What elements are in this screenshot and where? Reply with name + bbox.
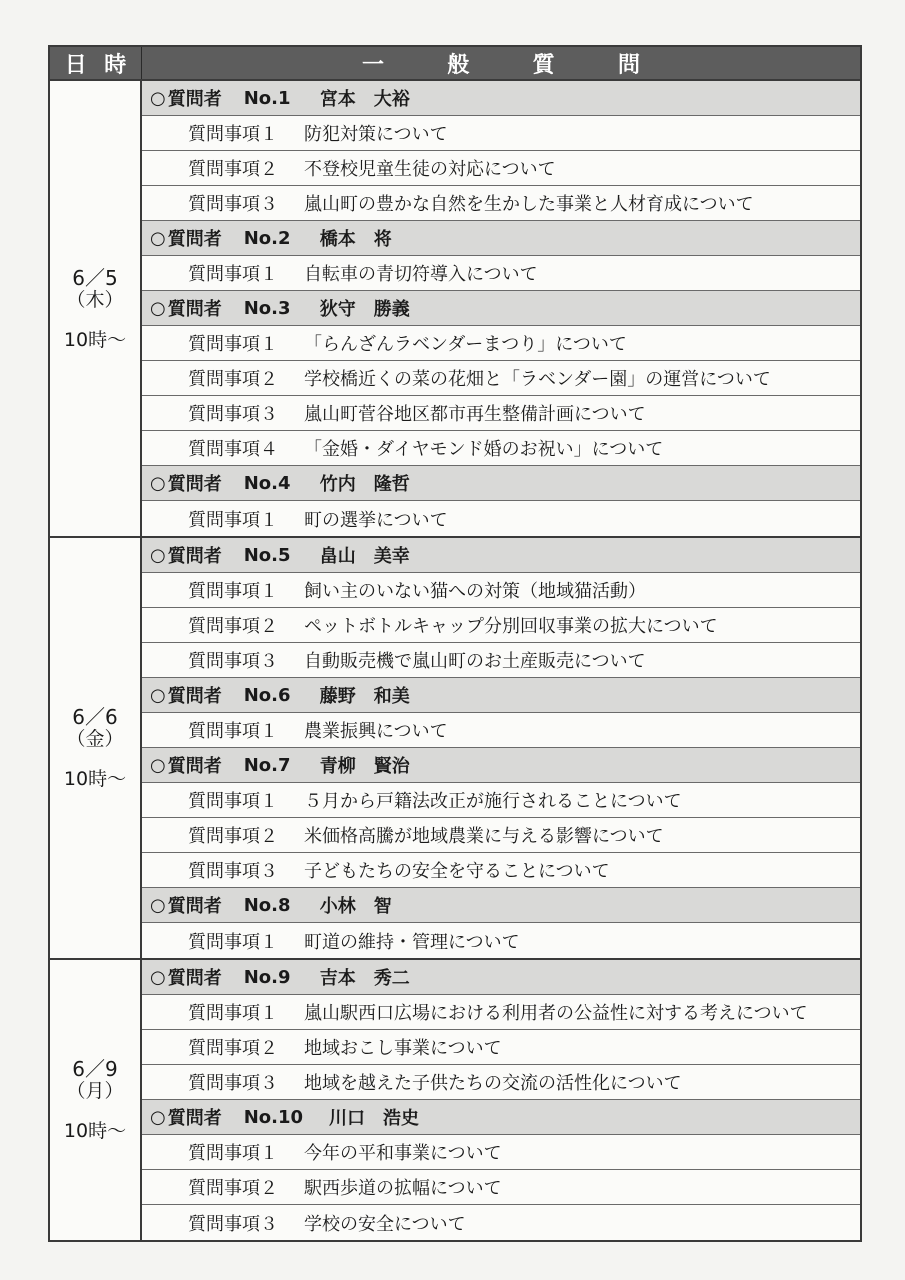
question-item-label: 質問事項２ <box>188 1178 278 1199</box>
question-item-row <box>142 573 860 608</box>
question-item-label: 質問事項２ <box>188 159 278 180</box>
question-item-row <box>142 431 860 466</box>
question-item-row <box>142 396 860 431</box>
question-item-row <box>142 818 860 853</box>
question-item-text: 地域おこし事業について <box>304 1038 502 1059</box>
date-cell <box>50 960 142 1240</box>
question-item-label: 質問事項３ <box>188 194 278 215</box>
question-item-text: 「らんざんラベンダーまつり」について <box>304 334 627 355</box>
date-text: 6／6 <box>72 705 118 729</box>
question-item-label: 質問事項３ <box>188 651 278 672</box>
title-char: 質 <box>532 52 555 78</box>
questioner-number: No.3 <box>243 297 291 319</box>
questioner-name: 吉本 秀二 <box>319 968 410 989</box>
question-item-text: 「金婚・ダイヤモンド婚のお祝い」について <box>304 439 664 460</box>
questioner-row <box>142 81 860 116</box>
questioner-number: No.7 <box>243 754 291 776</box>
question-item-label: 質問事項３ <box>188 861 278 882</box>
date-header-char: 日 <box>64 52 87 78</box>
circle-mark: ○ <box>150 1106 166 1128</box>
question-item-row <box>142 643 860 678</box>
question-item-text: 学校の安全について <box>304 1213 466 1235</box>
question-item-label: 質問事項１ <box>188 264 278 285</box>
general-question-schedule-table <box>48 45 862 1242</box>
question-item-text: 駅西歩道の拡幅について <box>304 1178 502 1199</box>
question-item-text: 学校橋近くの菜の花畑と「ラベンダー園」の運営について <box>304 369 771 390</box>
question-item-text: 農業振興について <box>304 721 448 742</box>
question-item-label: 質問事項２ <box>188 1038 278 1059</box>
question-item-row <box>142 326 860 361</box>
question-item-row <box>142 608 860 643</box>
question-item-label: 質問事項２ <box>188 369 278 390</box>
questioner-name: 小林 智 <box>319 896 392 917</box>
question-item-text: 不登校児童生徒の対応について <box>304 159 556 180</box>
circle-mark: ○ <box>150 544 166 566</box>
question-item-label: 質問事項１ <box>188 1003 278 1024</box>
circle-mark: ○ <box>150 297 166 319</box>
question-item-label: 質問事項２ <box>188 616 278 637</box>
questioner-row <box>142 221 860 256</box>
weekday-text: （金） <box>66 728 124 750</box>
questioner-name: 青柳 賢治 <box>319 756 410 777</box>
question-item-label: 質問事項１ <box>188 124 278 145</box>
date-cell <box>50 81 142 536</box>
date-column-header <box>50 47 142 79</box>
title-char: 般 <box>447 52 470 78</box>
questioner-label: 質問者 <box>167 686 222 707</box>
question-item-text: 防犯対策について <box>304 124 448 145</box>
questioner-number: No.6 <box>243 684 291 706</box>
question-item-text: ５月から戸籍法改正が施行されることについて <box>304 791 682 812</box>
questioner-label: 質問者 <box>167 756 222 777</box>
question-item-label: 質問事項３ <box>188 404 278 425</box>
question-item-text: 嵐山町の豊かな自然を生かした事業と人材育成について <box>304 194 754 215</box>
question-item-text: 飼い主のいない猫への対策（地域猫活動） <box>304 581 646 602</box>
questioner-label: 質問者 <box>167 229 222 250</box>
questioner-row <box>142 960 860 995</box>
question-item-text: 米価格高騰が地域農業に与える影響について <box>304 826 664 847</box>
question-item-text: 子どもたちの安全を守ることについて <box>304 861 610 882</box>
question-list <box>142 538 860 958</box>
question-item-row <box>142 1065 860 1100</box>
question-item-text: ペットボトルキャップ分別回収事業の拡大について <box>304 616 718 637</box>
question-item-row <box>142 151 860 186</box>
question-item-label: 質問事項２ <box>188 826 278 847</box>
questioner-name: 川口 浩史 <box>329 1108 420 1129</box>
questioner-label: 質問者 <box>167 474 222 495</box>
questioner-row <box>142 888 860 923</box>
start-time-text: 10時～ <box>63 328 127 351</box>
questioner-name: 畠山 美幸 <box>319 546 410 567</box>
questioner-number: No.5 <box>243 544 291 566</box>
questioner-name: 狄守 勝義 <box>319 299 410 320</box>
question-item-label: 質問事項１ <box>188 334 278 355</box>
question-item-label: 質問事項１ <box>188 721 278 742</box>
time-header-char: 時 <box>104 52 127 78</box>
question-item-label: 質問事項１ <box>188 581 278 602</box>
circle-mark: ○ <box>150 684 166 706</box>
questioner-number: No.1 <box>243 87 291 109</box>
question-item-text: 地域を越えた子供たちの交流の活性化について <box>304 1073 682 1094</box>
start-time-text: 10時～ <box>63 768 127 790</box>
questioner-number: No.10 <box>243 1106 304 1128</box>
circle-mark: ○ <box>150 894 166 916</box>
table-header <box>50 47 860 81</box>
question-item-row <box>142 361 860 396</box>
circle-mark: ○ <box>150 87 166 109</box>
questioner-name: 橋本 将 <box>319 229 392 250</box>
day-block <box>50 538 860 960</box>
questioner-label: 質問者 <box>167 299 222 320</box>
questioner-number: No.2 <box>243 227 291 249</box>
questioner-label: 質問者 <box>167 1108 222 1129</box>
question-item-row <box>142 1030 860 1065</box>
question-list <box>142 81 860 536</box>
table-body <box>50 81 860 1240</box>
circle-mark: ○ <box>150 472 166 494</box>
question-item-label: 質問事項３ <box>188 1213 278 1235</box>
date-text: 6／5 <box>72 265 118 290</box>
question-item-label: 質問事項１ <box>188 931 278 953</box>
date-text: 6／9 <box>72 1057 118 1081</box>
question-item-label: 質問事項４ <box>188 439 278 460</box>
questioner-label: 質問者 <box>167 896 222 917</box>
questioner-label: 質問者 <box>167 89 222 110</box>
question-item-label: 質問事項３ <box>188 1073 278 1094</box>
question-item-text: 今年の平和事業について <box>304 1143 502 1164</box>
questioner-number: No.9 <box>243 966 291 988</box>
question-item-row <box>142 501 860 536</box>
title-char: 問 <box>617 52 640 78</box>
question-item-text: 町の選挙について <box>304 509 448 531</box>
day-block <box>50 81 860 538</box>
question-item-label: 質問事項１ <box>188 791 278 812</box>
circle-mark: ○ <box>150 966 166 988</box>
questioner-row <box>142 678 860 713</box>
question-item-row <box>142 1205 860 1240</box>
question-item-row <box>142 713 860 748</box>
question-item-row <box>142 853 860 888</box>
questioner-row <box>142 1100 860 1135</box>
questioner-row <box>142 466 860 501</box>
questioner-number: No.4 <box>243 472 291 494</box>
questioner-row <box>142 748 860 783</box>
question-item-label: 質問事項１ <box>188 1143 278 1164</box>
question-item-row <box>142 783 860 818</box>
circle-mark: ○ <box>150 754 166 776</box>
question-item-row <box>142 995 860 1030</box>
question-item-text: 嵐山駅西口広場における利用者の公益性に対する考えについて <box>304 1003 808 1024</box>
questioner-name: 宮本 大裕 <box>319 89 410 110</box>
question-column-header <box>142 47 860 79</box>
question-item-text: 町道の維持・管理について <box>304 931 520 953</box>
date-cell <box>50 538 142 958</box>
question-item-row <box>142 1170 860 1205</box>
questioner-label: 質問者 <box>167 546 222 567</box>
day-block <box>50 960 860 1240</box>
title-char: 一 <box>362 52 385 78</box>
question-item-label: 質問事項１ <box>188 509 278 531</box>
weekday-text: （木） <box>66 288 124 311</box>
question-item-row <box>142 256 860 291</box>
circle-mark: ○ <box>150 227 166 249</box>
question-item-row <box>142 1135 860 1170</box>
weekday-text: （月） <box>66 1080 124 1102</box>
questioner-name: 竹内 隆哲 <box>319 474 410 495</box>
question-list <box>142 960 860 1240</box>
start-time-text: 10時～ <box>63 1120 127 1142</box>
questioner-row <box>142 291 860 326</box>
question-item-text: 嵐山町菅谷地区都市再生整備計画について <box>304 404 646 425</box>
questioner-label: 質問者 <box>167 968 222 989</box>
question-item-row <box>142 116 860 151</box>
question-item-row <box>142 186 860 221</box>
question-item-row <box>142 923 860 958</box>
question-item-text: 自転車の青切符導入について <box>304 264 538 285</box>
questioner-number: No.8 <box>243 894 291 916</box>
questioner-row <box>142 538 860 573</box>
questioner-name: 藤野 和美 <box>319 686 410 707</box>
question-item-text: 自動販売機で嵐山町のお土産販売について <box>304 651 646 672</box>
